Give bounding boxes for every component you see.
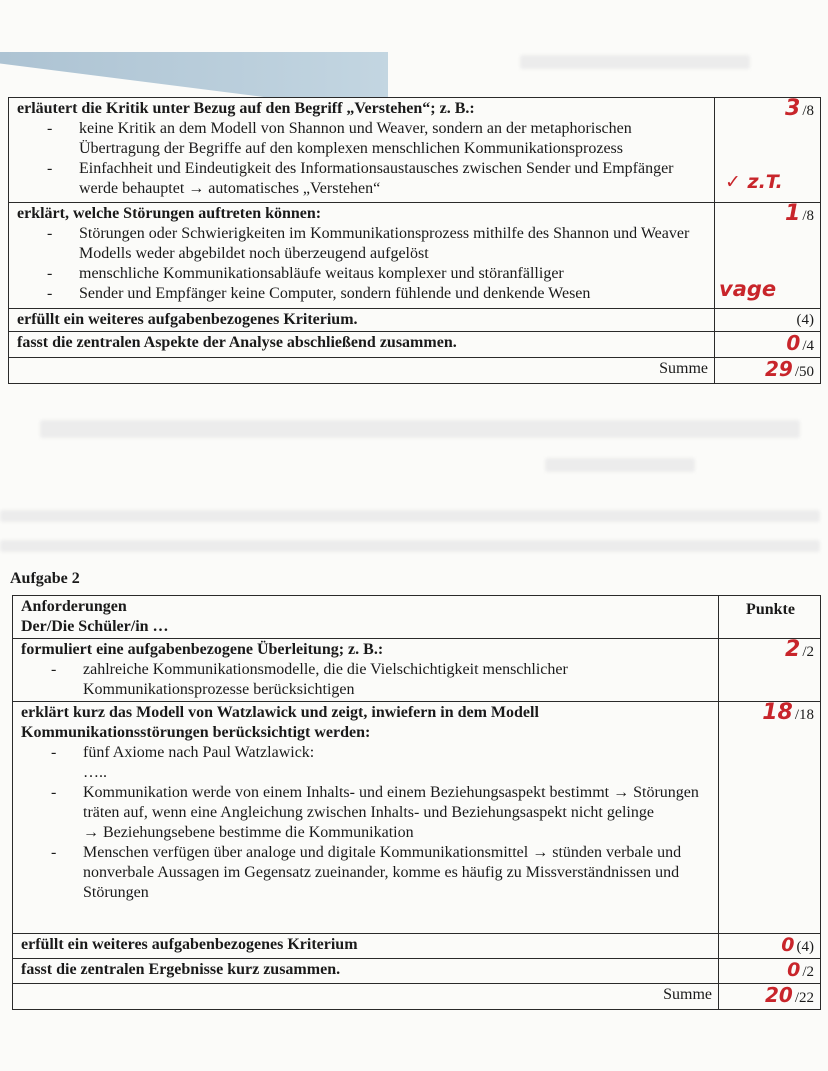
points-cell xyxy=(715,203,821,309)
criterion-text: fasst die zentralen Ergebnisse kurz zusammen. xyxy=(13,959,719,984)
list-item: - Störungen oder Schwierigkeiten im Kommunikationsprozess mithilfe des Shannon und Weaver Modells weder abgebildet noch überzeugend aufgelöst xyxy=(79,224,708,264)
table-row xyxy=(13,934,821,959)
points-cell xyxy=(719,702,821,934)
max-points: /4 xyxy=(802,338,814,354)
max-points: (4) xyxy=(796,939,814,955)
criterion-cell xyxy=(13,702,719,934)
tape-strip xyxy=(0,52,388,98)
bleed-through-text xyxy=(520,55,750,69)
points-cell xyxy=(715,358,821,384)
max-points: /8 xyxy=(802,103,814,119)
criterion-text: erklärt, welche Störungen auftreten können: xyxy=(17,205,322,222)
section-heading: Aufgabe 2 xyxy=(10,570,80,587)
sum-label: Summe xyxy=(13,984,719,1010)
list-item: - Sender und Empfänger keine Computer, sondern fühlende und denkende Wesen xyxy=(79,284,708,304)
bullet-continuation: ….. xyxy=(83,764,107,781)
sum-row xyxy=(9,358,821,384)
table-row xyxy=(9,332,821,358)
points-cell xyxy=(719,959,821,984)
bullet-text: fünf Axiome nach Paul Watzlawick: xyxy=(83,744,315,761)
handwritten-note: vage xyxy=(719,277,777,301)
bullet-list xyxy=(17,119,708,199)
list-item: - Menschen verfügen über analoge und digitale Kommunikationsmittel → stünden verbale und nonverbale Aussagen im Gegensatz zueinander, komme es häufig zu Missverständnissen und Störungen xyxy=(83,843,712,903)
grading-table-2 xyxy=(12,595,821,1010)
criterion-cell xyxy=(9,203,715,309)
header-requirements: Anforderungen xyxy=(21,598,127,615)
handwritten-score: 1 xyxy=(785,201,801,226)
handwritten-score: 2 xyxy=(785,637,801,662)
bullet-text: Kommunikation werde von einem Inhalts- und einem Beziehungsaspekt bestimmt → Störungen träten auf, wenn eine Angleichung zwischen Inhalts- und Beziehungsaspekt nicht gelinge xyxy=(83,784,699,821)
handwritten-score: 3 xyxy=(785,96,801,121)
table-row xyxy=(9,98,821,203)
sum-label: Summe xyxy=(9,358,715,384)
points-cell xyxy=(715,332,821,358)
points-cell xyxy=(719,934,821,959)
max-points: (4) xyxy=(796,312,814,328)
handwritten-score: 20 xyxy=(764,983,793,1007)
header-cell xyxy=(13,596,719,639)
max-points: /50 xyxy=(794,364,814,380)
handwritten-score: 29 xyxy=(764,357,793,381)
list-item: - zahlreiche Kommunikationsmodelle, die die Vielschichtigkeit menschlicher Kommunikationsprozesse berücksichtigen xyxy=(83,660,712,700)
criterion-cell xyxy=(9,98,715,203)
list-item: - Einfachheit und Eindeutigkeit des Informationsaustausches zwischen Sender und Empfänger werde behauptet → automatisches „Verstehen“ xyxy=(79,159,708,199)
points-cell xyxy=(719,639,821,702)
bullet-list xyxy=(17,224,708,304)
handwritten-score: 0 xyxy=(787,959,801,981)
bleed-through-text xyxy=(545,458,695,472)
handwritten-score: 18 xyxy=(762,700,793,725)
bleed-through-text xyxy=(0,540,820,552)
list-item: - keine Kritik an dem Modell von Shannon und Weaver, sondern an der metaphorischen Übertragung der Begriffe auf den komplexen menschlichen Kommunikationsprozess xyxy=(79,119,708,159)
max-points: /2 xyxy=(802,644,814,660)
list-item xyxy=(83,743,712,783)
points-cell xyxy=(715,309,821,332)
criterion-text: erfüllt ein weiteres aufgabenbezogenes Kriterium xyxy=(13,934,719,959)
criterion-text: erklärt kurz das Modell von Watzlawick und zeigt, inwiefern in dem Modell Kommunikationsstörungen berücksichtigt werden: xyxy=(21,704,539,741)
max-points: /18 xyxy=(794,707,814,723)
max-points: /8 xyxy=(802,208,814,224)
criterion-text: fasst die zentralen Aspekte der Analyse abschließend zusammen. xyxy=(9,332,715,358)
header-student: Der/Die Schüler/in … xyxy=(21,618,169,635)
points-cell xyxy=(715,98,821,203)
sum-row xyxy=(13,984,821,1010)
handwritten-note: ✓ z.T. xyxy=(725,171,783,193)
max-points: /2 xyxy=(802,964,814,980)
handwritten-score: 0 xyxy=(786,331,801,355)
bullet-list xyxy=(21,743,712,903)
handwritten-score: 0 xyxy=(781,934,795,956)
bleed-through-text xyxy=(40,420,800,438)
table-header xyxy=(13,596,821,639)
bullet-list xyxy=(21,660,712,700)
header-points: Punkte xyxy=(719,596,821,639)
table-row xyxy=(13,959,821,984)
table-row xyxy=(13,639,821,702)
bullet-continuation: → Beziehungsebene bestimme die Kommunikation xyxy=(83,824,414,841)
table-row xyxy=(9,309,821,332)
table-row xyxy=(9,203,821,309)
list-item: - menschliche Kommunikationsabläufe weitaus komplexer und störanfälliger xyxy=(79,264,708,284)
bleed-through-text xyxy=(0,510,820,522)
criterion-text: erläutert die Kritik unter Bezug auf den Begriff „Verstehen“; z. B.: xyxy=(17,100,475,117)
criterion-text: formuliert eine aufgabenbezogene Überleitung; z. B.: xyxy=(21,641,384,658)
points-cell xyxy=(719,984,821,1010)
grading-table-1 xyxy=(8,97,821,384)
max-points: /22 xyxy=(794,990,814,1006)
criterion-text: erfüllt ein weiteres aufgabenbezogenes Kriterium. xyxy=(9,309,715,332)
table-row xyxy=(13,702,821,934)
criterion-cell xyxy=(13,639,719,702)
list-item xyxy=(83,783,712,843)
